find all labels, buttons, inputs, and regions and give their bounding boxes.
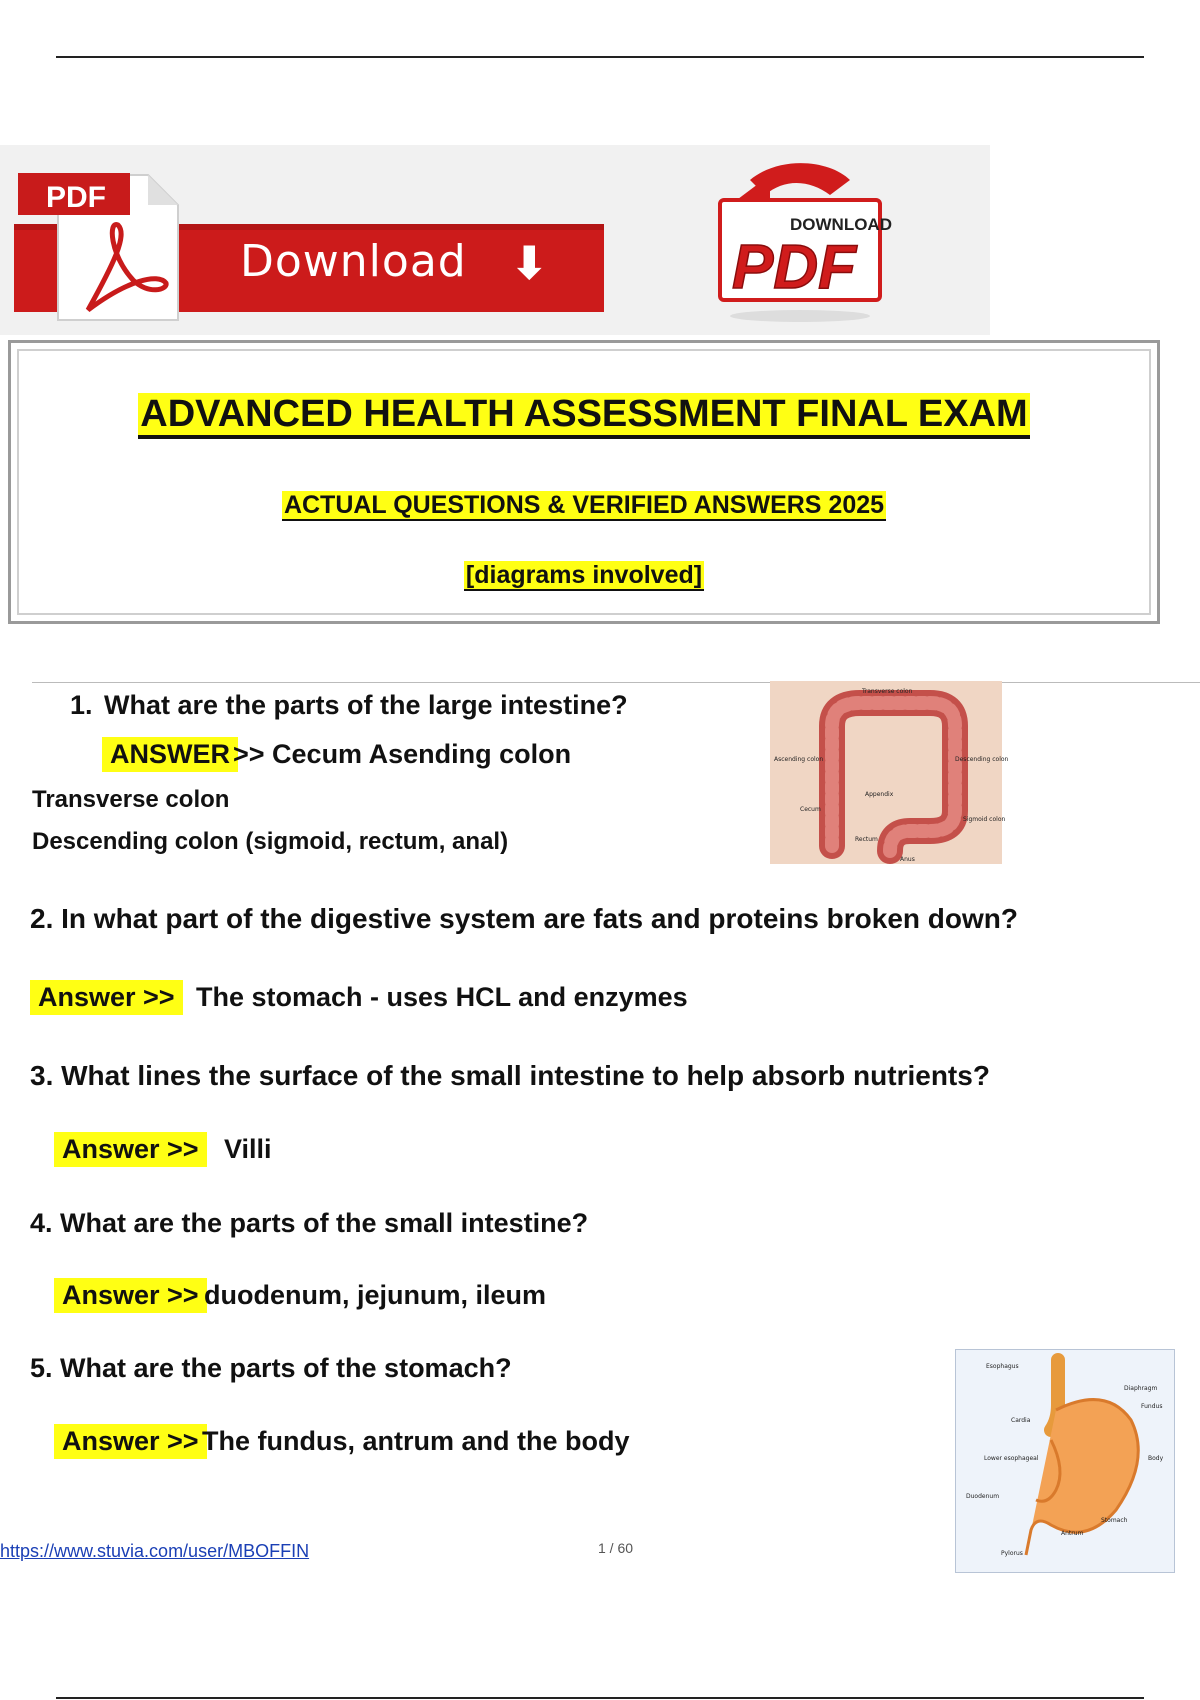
document-title: ADVANCED HEALTH ASSESSMENT FINAL EXAM [11, 393, 1157, 436]
svg-text:Lower esophageal: Lower esophageal [984, 1455, 1039, 1462]
svg-text:Anus: Anus [900, 856, 915, 863]
pdf-badge-text: PDF [46, 181, 106, 214]
svg-text:Transverse colon: Transverse colon [862, 688, 913, 695]
answer-3-text: Villi [224, 1134, 272, 1164]
answer-2-text: The stomach - uses HCL and enzymes [196, 982, 688, 1012]
large-intestine-diagram [770, 681, 1009, 864]
download-pdf-stamp-icon [710, 160, 890, 334]
answer-1-label: ANSWER [102, 737, 238, 772]
svg-text:Cecum: Cecum [800, 806, 821, 813]
svg-text:Diaphragm: Diaphragm [1124, 1385, 1158, 1392]
title-box [8, 340, 1160, 624]
pdf-file-icon [18, 165, 188, 329]
bottom-rule [56, 1697, 1144, 1699]
question-2: 2. In what part of the digestive system are fats and proteins broken down? [30, 903, 1018, 934]
svg-text:Antrum: Antrum [1061, 1530, 1084, 1537]
answer-1-line-2: Transverse colon [32, 786, 230, 813]
svg-text:Rectum: Rectum [855, 836, 878, 843]
question-1-number: 1. [70, 690, 93, 720]
download-arrow-icon: ⬇ [510, 236, 549, 290]
svg-text:Esophagus: Esophagus [986, 1363, 1019, 1370]
stamp-top-text: DOWNLOAD [790, 215, 892, 234]
question-4: 4. What are the parts of the small intestine? [30, 1208, 589, 1238]
document-tag: [diagrams involved] [465, 561, 703, 589]
stamp-main-text: PDF [732, 233, 856, 302]
answer-4-text: duodenum, jejunum, ileum [204, 1280, 547, 1310]
svg-text:Stomach: Stomach [1101, 1517, 1128, 1524]
svg-text:Fundus: Fundus [1141, 1403, 1163, 1410]
answer-1-text: >> Cecum Asending colon [233, 739, 572, 769]
svg-text:Appendix: Appendix [865, 791, 894, 798]
answer-5-label: Answer >> [54, 1424, 207, 1459]
answer-3-label: Answer >> [54, 1132, 207, 1167]
question-1: What are the parts of the large intestine? [104, 690, 628, 720]
answer-4-label: Answer >> [54, 1278, 207, 1313]
svg-text:Pylorus: Pylorus [1001, 1550, 1023, 1557]
svg-text:Duodenum: Duodenum [966, 1493, 1000, 1500]
section-divider [32, 682, 1200, 683]
download-label[interactable]: Download [240, 236, 467, 287]
svg-text:Descending colon: Descending colon [955, 756, 1009, 763]
svg-text:Sigmoid colon: Sigmoid colon [963, 816, 1006, 823]
svg-text:Body: Body [1148, 1455, 1164, 1462]
footer-user-link[interactable]: https://www.stuvia.com/user/MBOFFIN [0, 1541, 310, 1561]
svg-text:Cardia: Cardia [1011, 1417, 1031, 1424]
answer-5-text: The fundus, antrum and the body [202, 1426, 630, 1456]
question-5: 5. What are the parts of the stomach? [30, 1353, 512, 1383]
stomach-diagram [955, 1349, 1175, 1573]
answer-2-label: Answer >> [30, 980, 183, 1015]
svg-text:Ascending colon: Ascending colon [774, 756, 824, 763]
question-3: 3. What lines the surface of the small intestine to help absorb nutrients? [30, 1060, 990, 1091]
page-number: 1 / 60 [598, 1540, 634, 1556]
top-rule [56, 56, 1144, 58]
answer-1-line-3: Descending colon (sigmoid, rectum, anal) [32, 828, 509, 855]
document-subtitle: ACTUAL QUESTIONS & VERIFIED ANSWERS 2025 [283, 491, 885, 519]
